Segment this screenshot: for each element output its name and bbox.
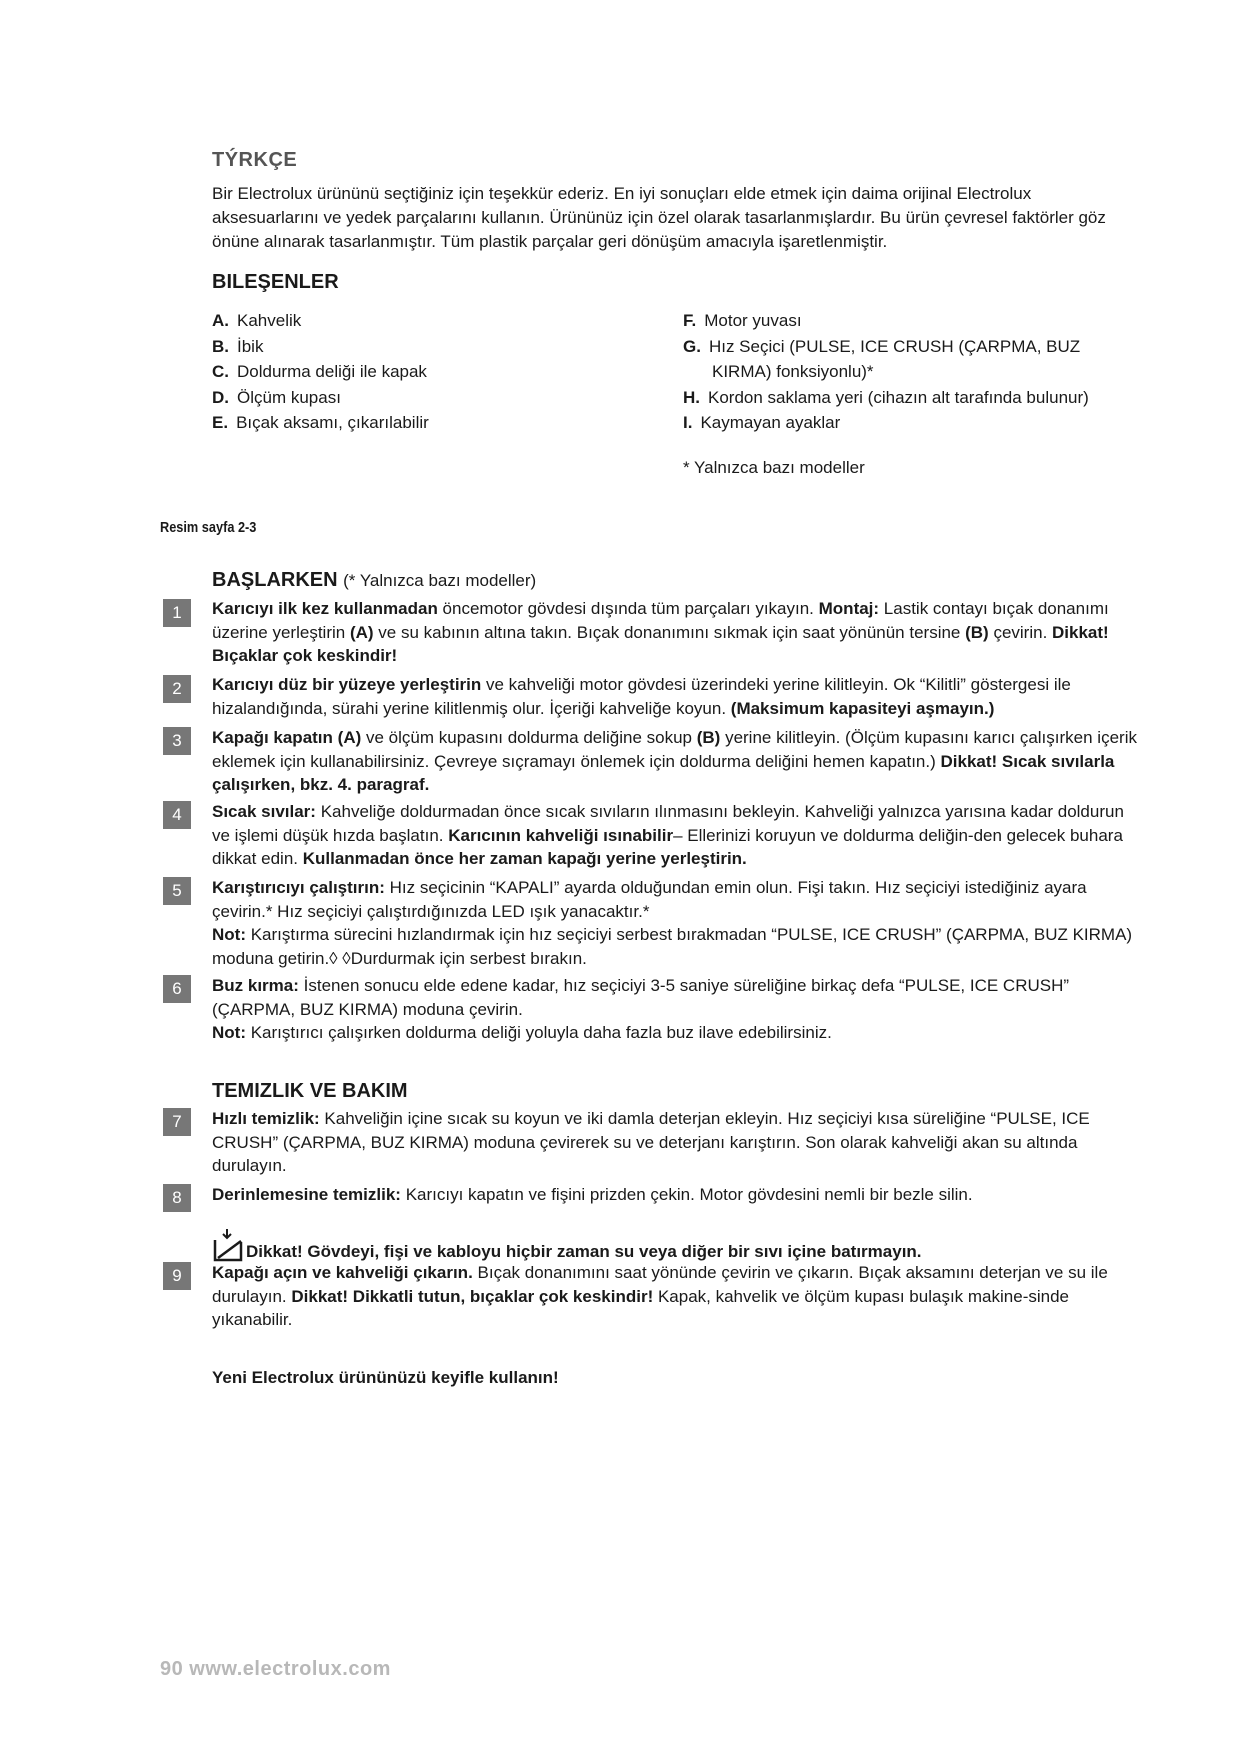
closing-line: Yeni Electrolux ürününüzü keyifle kullanın!: [212, 1368, 559, 1387]
step-run: ve ölçüm kupasını doldurma deliğine sokup: [361, 728, 697, 747]
step-bold-run: (A): [337, 728, 362, 747]
components-list-right: [683, 308, 1143, 436]
step-bold-run: (A): [349, 622, 374, 642]
intro-paragraph: Bir Electrolux ürününü seçtiğiniz için teşekkür ederiz. En iyi sonuçları elde etmek için daima orijinal Electrolux aksesuarlarını ve yedek parçalarını kullanın. Ürününüz için özel olarak tasarlanmışlardır. Bu ürün çevresel faktörler göz önüne alınarak tasarlanmıştır. Tüm plastik parçalar geri dönüşüm amacıyla işaretlenmiştir.: [212, 184, 1106, 251]
component-item: C. Doldurma deliği ile kapak: [212, 362, 427, 381]
component-item: I. Kaymayan ayaklar: [683, 413, 841, 432]
step-bold-run: Dikkat! Dikkatli tutun, bıçaklar çok keskindir!: [291, 1286, 654, 1306]
component-item: G. Hız Seçici (PULSE, ICE CRUSH (ÇARPMA, BUZ KIRMA) fonksiyonlu)*: [683, 336, 1081, 381]
step-number: 9: [163, 1262, 191, 1290]
components-list-left: [212, 308, 642, 436]
step-text: [212, 597, 1142, 668]
step-bold-run: Karıcının kahveliği ısınabilir: [448, 825, 674, 845]
step-text: [212, 673, 1142, 720]
models-note: * Yalnızca bazı modeller: [683, 458, 865, 477]
warning-text: Dikkat! Gövdeyi, fişi ve kabloyu hiçbir zaman su veya diğer bir sıvı içine batırmayın.: [246, 1242, 922, 1261]
step-number: 5: [163, 877, 191, 905]
step-run: Hız seçicinin “KAPALI” ayarda olduğundan emin olun. Fişi takın. Hız seçiciyi istediğiniz ayara çevirin.* Hız seçiciyi çalıştırdığınızda LED ışık yanacaktır.*: [212, 878, 1087, 921]
getting-started-heading: [212, 569, 536, 592]
component-item: H. Kordon saklama yeri (cihazın alt tarafında bulunur): [683, 387, 1089, 407]
step-run: Kapak, kahvelik ve ölçüm kupası bulaşık makine-sinde yıkanabilir.: [212, 1286, 1069, 1329]
step-bold-run: (B): [696, 728, 721, 747]
step-run: yerine kilitleyin. (Ölçüm kupasını karıcı çalışırken içerik eklemek için kullanabilirsiniz. Çevreye sıçramayı önlemek için doldurma deliğini hemen kapatın.): [212, 728, 1137, 771]
step-bold-run: Kullanmadan önce her zaman kapağı yerine yerleştirin.: [302, 849, 747, 868]
step-bold-run: Not:: [212, 925, 246, 944]
step-bold-run: Karıcıyı düz bir yüzeye yerleştirin: [212, 675, 482, 694]
step-bold-run: (Maksimum kapasiteyi aşmayın.): [730, 698, 995, 718]
step-run: Karıcıyı kapatın ve fişini prizden çekin. Motor gövdesini nemli bir bezle silin.: [400, 1185, 973, 1204]
step-text: [212, 1107, 1142, 1178]
step-run: İstenen sonucu elde edene kadar, hız seçiciyi 3-5 saniye süreliğine birkaç defa “PULSE, ICE CRUSH” (ÇARPMA, BUZ KIRMA) moduna çevirin.: [212, 976, 1070, 1019]
step-bold-run: Kapağı kapatın: [212, 728, 333, 747]
step-run: Bıçak donanımını saat yönünde çevirin ve çıkarın. Bıçak aksamını deterjan ve su ile durulayın.: [212, 1263, 1108, 1306]
component-item: F. Motor yuvası: [683, 311, 802, 330]
step-text: [212, 1183, 1142, 1207]
immersion-warning: [212, 1228, 922, 1262]
step-number: 1: [163, 599, 191, 627]
step-run: Karıştırıcı çalışırken doldurma deliği yoluyla daha fazla buz ilave edebilirsiniz.: [245, 1023, 832, 1042]
step-bold-run: Not:: [212, 1023, 246, 1042]
step-number: 3: [163, 727, 191, 755]
step-bold-run: Sıcak sıvılar:: [212, 802, 316, 821]
component-item: E. Bıçak aksamı, çıkarılabilir: [212, 413, 429, 432]
step-bold-run: Buz kırma:: [212, 976, 299, 995]
step-bold-run: Montaj:: [818, 599, 880, 618]
step-number: 7: [163, 1108, 191, 1136]
components-heading: BILEŞENLER: [212, 271, 339, 293]
cleaning-heading: TEMIZLIK VE BAKIM: [212, 1080, 408, 1102]
step-run: ve kahveliği motor gövdesi üzerindeki yerine kilitleyin. Ok “Kilitli” göstergesi ile hizalandığında, sürahi yerine kilitlenmiş olur. İçeriği kahveliğe koyun.: [212, 675, 1071, 718]
step-text: [212, 876, 1142, 970]
component-item: B. İbik: [212, 336, 264, 356]
component-item: A. Kahvelik: [212, 311, 302, 330]
step-bold-run: Dikkat! Sıcak sıvılarla çalışırken, bkz. 4. paragraf.: [212, 751, 1115, 794]
step-run: ve su kabının altına takın. Bıçak donanımını sıkmak için saat yönünün tersine: [373, 622, 966, 642]
step-bold-run: (B): [965, 622, 989, 642]
step-number: 6: [163, 975, 191, 1003]
step-text: [212, 974, 1142, 1045]
step-number: 4: [163, 801, 191, 829]
step-run: Kahveliğin içine sıcak su koyun ve iki damla deterjan ekleyin. Hız seçiciyi kısa süreliğine “PULSE, ICE CRUSH” (ÇARPMA, BUZ KIRMA) moduna çevirerek su ve deterjanı karıştırın. Son olarak kahveliği akan su altında durulayın.: [212, 1109, 1090, 1175]
step-text: [212, 800, 1142, 871]
step-number: 2: [163, 675, 191, 703]
step-run: çevirin.: [988, 622, 1053, 642]
step-bold-run: Kapağı açın ve kahveliği çıkarın.: [212, 1263, 473, 1282]
language-title: TÝRKÇE: [212, 149, 298, 171]
step-bold-run: Dikkat! Bıçaklar çok keskindir!: [212, 622, 1109, 665]
figure-reference: Resim sayfa 2-3: [160, 519, 257, 536]
step-number: 8: [163, 1184, 191, 1212]
step-bold-run: Hızlı temizlik:: [212, 1109, 320, 1128]
step-bold-run: Karıştırıcıyı çalıştırın:: [212, 878, 385, 897]
step-run: Kahveliğe doldurmadan önce sıcak sıvıların ılınmasını bekleyin. Kahveliği yalnızca yarısına kadar doldurun ve işlemi düşük hızda başlatın.: [212, 802, 1124, 845]
step-run: Karıştırma sürecini hızlandırmak için hız seçiciyi serbest bırakmadan “PULSE, ICE CRUSH” (ÇARPMA, BUZ KIRMA) moduna getirin.◊ ◊Durdurmak için serbest bırakın.: [212, 925, 1133, 968]
step-bold-run: Derinlemesine temizlik:: [212, 1185, 401, 1204]
step-bold-run: Karıcıyı ilk kez kullanmadan: [212, 599, 438, 618]
step-run: – Ellerinizi koruyun ve doldurma deliğin-den gelecek buhara dikkat edin.: [212, 825, 1123, 868]
page-footer: 90 www.electrolux.com: [160, 1658, 391, 1680]
component-item: D. Ölçüm kupası: [212, 387, 341, 407]
getting-started-subtitle: (* Yalnızca bazı modeller): [343, 571, 537, 590]
step-text: [212, 1261, 1142, 1332]
no-immerse-icon: [212, 1228, 244, 1262]
step-run: Lastik contayı bıçak donanımı üzerine yerleştirin: [212, 599, 1109, 642]
getting-started-title: BAŞLARKEN: [212, 569, 338, 591]
step-text: [212, 726, 1142, 797]
step-run: öncemotor gövdesi dışında tüm parçaları yıkayın.: [437, 599, 819, 618]
